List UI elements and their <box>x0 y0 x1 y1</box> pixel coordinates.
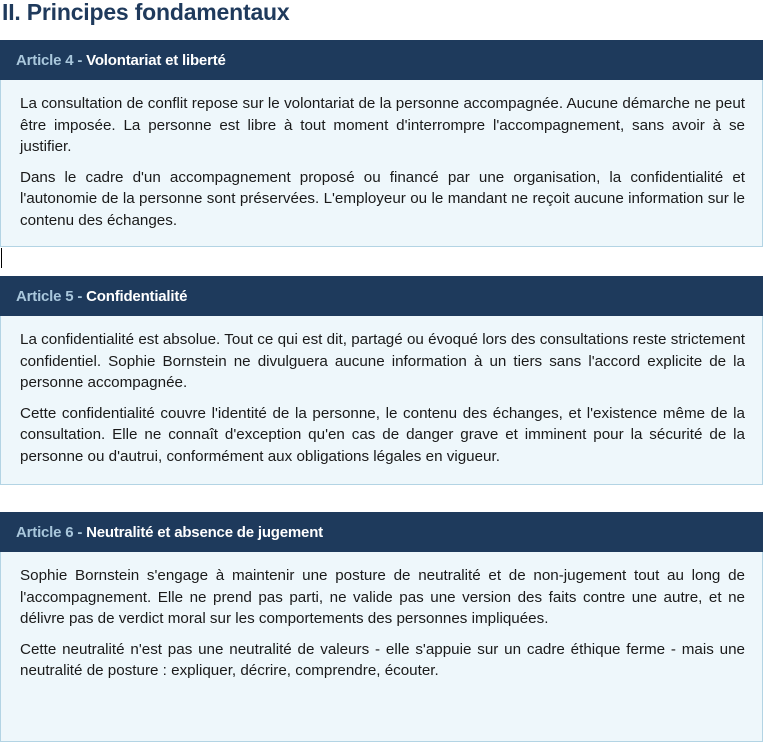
article-paragraph: Sophie Bornstein s'engage à maintenir une posture de neutralité et de non-jugement tout au long de l'accompagnement. Elle ne prend pas parti, ne valide pas une version des faits contre une autre, et ne délivre pas de verdict moral sur les comportements des personnes impliquées. <box>20 567 745 627</box>
article-4 <box>0 40 763 247</box>
article-title: Confidentialité <box>86 287 188 305</box>
article-header <box>0 40 763 80</box>
article-number: Article 5 - <box>16 287 83 305</box>
article-number: Article 4 - <box>16 51 83 69</box>
article-body <box>0 316 763 485</box>
article-title: Neutralité et absence de jugement <box>86 523 323 541</box>
article-paragraph: La consultation de conflit repose sur le volontariat de la personne accompagnée. Aucune démarche ne peut être imposée. La personne est libre à tout moment d'interrompre l'accompagnement, sans avoir à se justifier. <box>20 95 745 155</box>
article-paragraph: Cette neutralité n'est pas une neutralité de valeurs - elle s'appuie sur un cadre éthique ferme - mais une neutralité de posture : expliquer, décrire, comprendre, écouter. <box>20 640 745 679</box>
article-paragraph: La confidentialité est absolue. Tout ce qui est dit, partagé ou évoqué lors des consultations reste strictement confidentiel. Sophie Bornstein ne divulguera aucune information à un tiers sans l'accord explicite de la personne accompagnée. <box>20 331 745 391</box>
article-6 <box>0 512 763 742</box>
article-header <box>0 512 763 552</box>
article-body <box>0 552 763 742</box>
article-header <box>0 276 763 316</box>
article-paragraph: Dans le cadre d'un accompagnement proposé ou financé par une organisation, la confidentialité et l'autonomie de la personne sont préservées. L'employeur ou le mandant ne reçoit aucune information sur le contenu des échanges. <box>20 168 745 229</box>
article-body <box>0 80 763 247</box>
section-title: II. Principes fondamentaux <box>2 0 290 25</box>
article-paragraph: Cette confidentialité couvre l'identité de la personne, le contenu des échanges, et l'existence même de la consultation. Elle ne connaît d'exception qu'en cas de danger grave et imminent pour la sécurité de la personne ou d'autrui, conformément aux obligations légales en vigueur. <box>20 404 745 465</box>
text-cursor <box>1 248 2 268</box>
article-5 <box>0 276 763 485</box>
article-title: Volontariat et liberté <box>86 51 226 69</box>
article-number: Article 6 - <box>16 523 83 541</box>
